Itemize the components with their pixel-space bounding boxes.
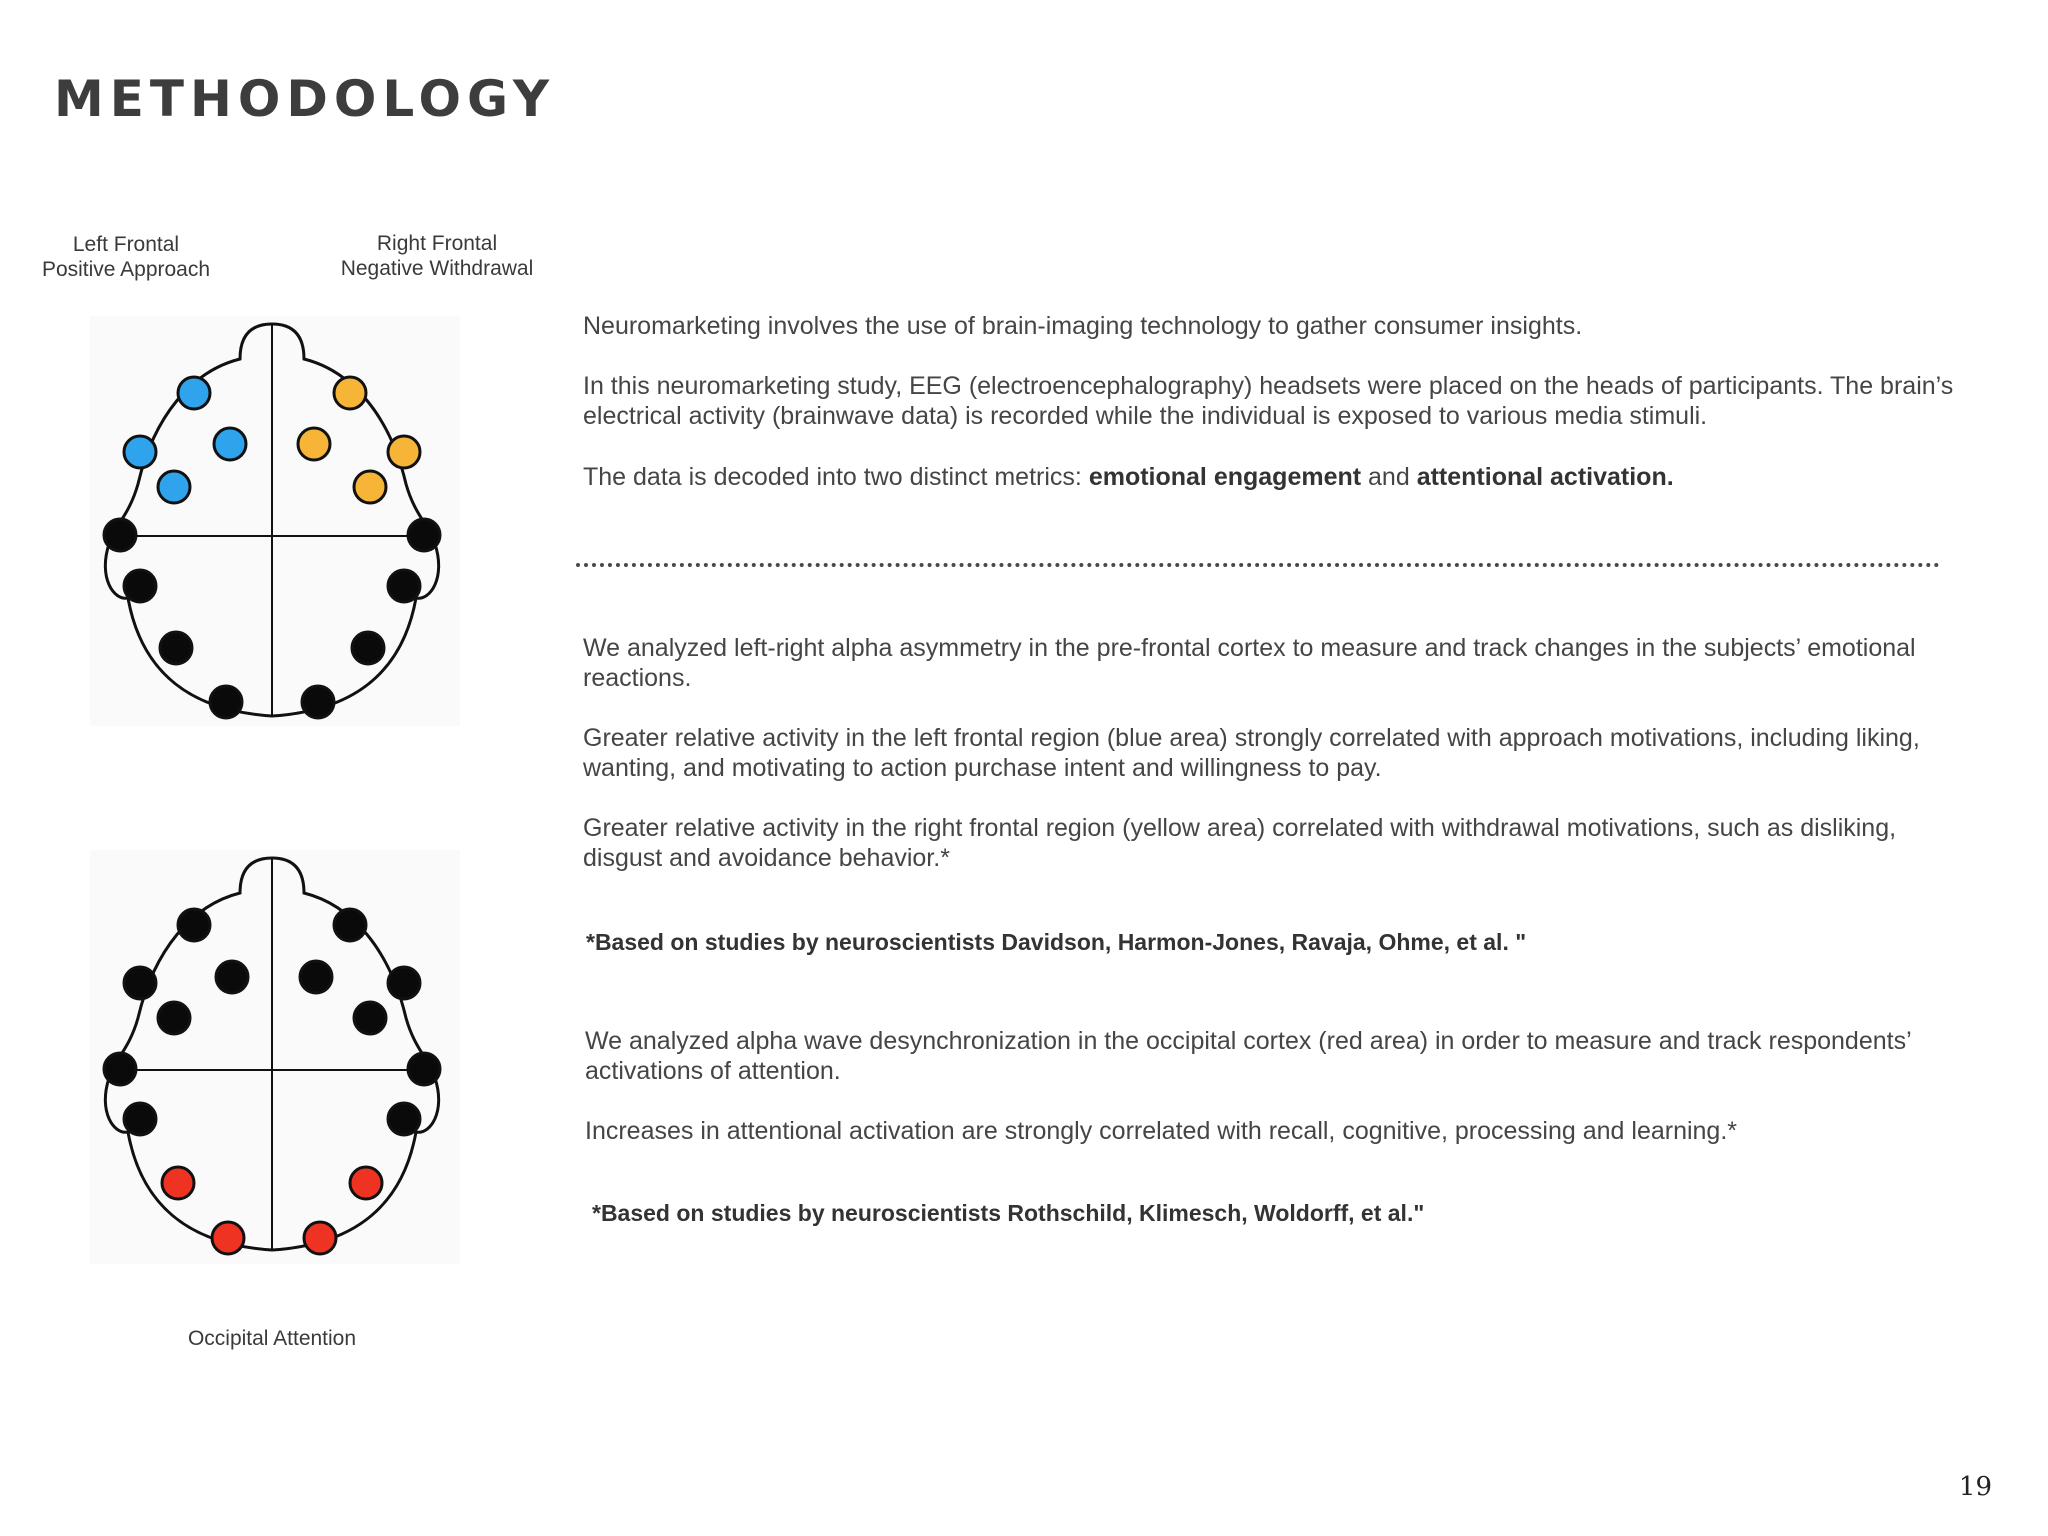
left-frontal-label bbox=[26, 232, 226, 282]
electrode-left-frontal-1 bbox=[178, 377, 210, 409]
page-number: 19 bbox=[1958, 1472, 1992, 1502]
electrode-inactive-b3 bbox=[216, 961, 248, 993]
right-frontal-label bbox=[322, 231, 552, 281]
electrode-right-frontal-2 bbox=[298, 428, 330, 460]
attention-paragraph-1: We analyzed alpha wave desynchronization in the occipital cortex (red area) in order to measure and track respondents’ activations of attention. bbox=[585, 1027, 1911, 1085]
left-frontal-label-line2: Positive Approach bbox=[41, 258, 211, 281]
intro-paragraph-3 bbox=[583, 462, 1963, 492]
electrode-inactive-b6 bbox=[388, 967, 420, 999]
occipital-attention-svg bbox=[90, 850, 460, 1264]
metric-emotional-engagement: emotional engagement bbox=[1088, 463, 1362, 491]
electrode-inactive-2 bbox=[408, 519, 440, 551]
electrode-occipital-3 bbox=[212, 1222, 244, 1254]
electrode-right-frontal-4 bbox=[354, 471, 386, 503]
electrode-inactive-b12 bbox=[388, 1103, 420, 1135]
intro-paragraph-2: In this neuromarketing study, EEG (electroencephalography) headsets were placed on the heads of participants. The brain’s electrical activity (brainwave data) is recorded while the individual is exposed to various media stimuli. bbox=[583, 372, 1954, 430]
electrode-inactive-8 bbox=[302, 686, 334, 718]
right-frontal-label-line1: Right Frontal bbox=[376, 232, 498, 255]
electrode-inactive-b5 bbox=[124, 967, 156, 999]
frontal-asymmetry-svg bbox=[90, 316, 460, 726]
emotional-section bbox=[583, 633, 1963, 873]
right-frontal-label-line2: Negative Withdrawal bbox=[340, 257, 534, 280]
electrode-right-frontal-1 bbox=[334, 377, 366, 409]
electrode-inactive-b1 bbox=[178, 909, 210, 941]
emotional-paragraph-3: Greater relative activity in the right frontal region (yellow area) correlated with withdrawal motivations, such as disliking, disgust and avoidance behavior.* bbox=[583, 814, 1897, 872]
emotional-paragraph-1: We analyzed left-right alpha asymmetry in the pre-frontal cortex to measure and track changes in the subjects’ emotional reactions. bbox=[583, 634, 1916, 692]
electrode-occipital-1 bbox=[162, 1167, 194, 1199]
electrode-occipital-2 bbox=[350, 1167, 382, 1199]
left-frontal-label-line1: Left Frontal bbox=[72, 233, 180, 256]
attention-section bbox=[585, 1026, 1965, 1146]
electrode-inactive-b11 bbox=[124, 1103, 156, 1135]
electrode-occipital-4 bbox=[304, 1222, 336, 1254]
electrode-inactive-4 bbox=[388, 570, 420, 602]
electrode-inactive-1 bbox=[104, 519, 136, 551]
dotted-divider bbox=[576, 563, 1940, 567]
attention-citation-note: *Based on studies by neuroscientists Rothschild, Klimesch, Woldorff, et al." bbox=[592, 1200, 1425, 1226]
intro-paragraph-1: Neuromarketing involves the use of brain-imaging technology to gather consumer insights. bbox=[583, 312, 1583, 340]
frontal-asymmetry-diagram bbox=[90, 316, 460, 726]
electrode-inactive-6 bbox=[352, 632, 384, 664]
emotional-paragraph-2: Greater relative activity in the left frontal region (blue area) strongly correlated with approach motivations, including liking, wanting, and motivating to action purchase intent and willingness to pay. bbox=[583, 724, 1920, 782]
electrode-inactive-b9 bbox=[104, 1053, 136, 1085]
electrode-inactive-b10 bbox=[408, 1053, 440, 1085]
electrode-inactive-5 bbox=[160, 632, 192, 664]
page-title: METHODOLOGY bbox=[54, 70, 556, 128]
electrode-left-frontal-4 bbox=[158, 471, 190, 503]
metric-attentional-activation: attentional activation. bbox=[1416, 463, 1674, 491]
electrode-inactive-b4 bbox=[300, 961, 332, 993]
electrode-inactive-b8 bbox=[354, 1002, 386, 1034]
metrics-lead-text: The data is decoded into two distinct metrics: bbox=[583, 463, 1089, 491]
electrode-inactive-7 bbox=[210, 686, 242, 718]
electrode-left-frontal-2 bbox=[214, 428, 246, 460]
electrode-left-frontal-3 bbox=[124, 436, 156, 468]
emotional-citation-note: *Based on studies by neuroscientists Davidson, Harmon-Jones, Ravaja, Ohme, et al. " bbox=[586, 929, 1527, 955]
electrode-inactive-3 bbox=[124, 570, 156, 602]
electrode-inactive-b7 bbox=[158, 1002, 190, 1034]
electrode-inactive-b2 bbox=[334, 909, 366, 941]
metrics-connector: and bbox=[1361, 463, 1417, 491]
occipital-attention-label: Occipital Attention bbox=[187, 1327, 357, 1350]
occipital-attention-diagram bbox=[90, 850, 460, 1264]
attention-paragraph-2: Increases in attentional activation are strongly correlated with recall, cognitive, processing and learning.* bbox=[585, 1117, 1738, 1145]
electrode-right-frontal-3 bbox=[388, 436, 420, 468]
intro-section bbox=[583, 311, 1963, 492]
